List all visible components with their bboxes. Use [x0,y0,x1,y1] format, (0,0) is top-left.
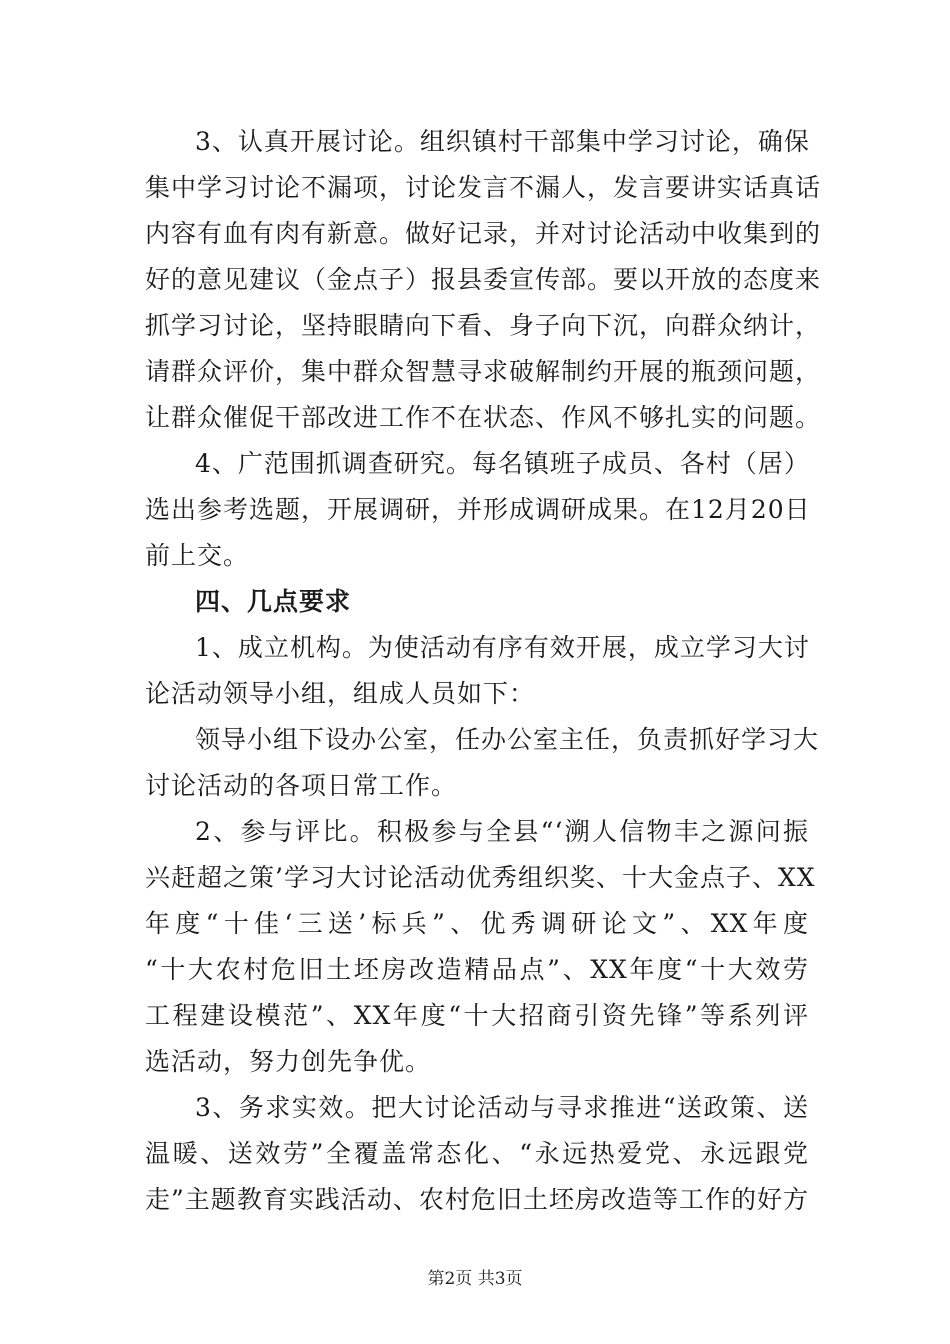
requirement-2-line-6: 选活动，努力创先争优。 [145,1047,432,1076]
office-paragraph-line-2: 讨论活动的各项日常工作。 [145,771,458,800]
paragraph-3-line-5: 抓学习讨论，坚持眼睛向下看、身子向下沉，向群众纳计， [145,311,822,340]
requirement-2-line-5: 工程建设模范”、XX年度“十大招商引资先锋”等系列评 [145,1001,809,1030]
paragraph-3-line-6: 请群众评价，集中群众智慧寻求破解制约开展的瓶颈问题， [145,357,822,386]
requirement-2-line-4: “十大农村危旧土坯房改造精品点”、XX年度“十大效劳 [145,955,809,984]
paragraph-4-line-3: 前上交。 [145,541,250,570]
requirement-3-line-3: 走”主题教育实践活动、农村危旧土坯房改造等工作的好方 [145,1185,809,1214]
paragraph-3-line-7: 让群众催促干部改进工作不在状态、作风不够扎实的问题。 [145,403,822,432]
paragraph-3-line-1: 3、认真开展讨论。组织镇村干部集中学习讨论，确保 [195,127,810,156]
paragraph-3-line-4: 好的意见建议（金点子）报县委宣传部。要以开放的态度来 [145,265,822,294]
requirement-2-line-2: 兴赶超之策’学习大讨论活动优秀组织奖、十大金点子、XX [145,863,816,892]
requirement-2-line-3: 年度“十佳‘三送’标兵”、优秀调研论文”、XX年度 [145,909,809,938]
requirement-3-line-1: 3、务求实效。把大讨论活动与寻求推进“送政策、送 [195,1093,809,1122]
requirement-3-line-2: 温暖、送效劳”全覆盖常态化、“永远热爱党、永远跟党 [145,1139,809,1168]
section-heading: 四、几点要求 [195,587,352,616]
paragraph-3-line-3: 内容有血有肉有新意。做好记录，并对讨论活动中收集到的 [145,219,822,248]
requirement-1-line-2: 论活动领导小组，组成人员如下： [145,679,536,708]
requirement-2-line-1: 2、参与评比。积极参与全县“‘溯人信物丰之源问振 [195,817,809,846]
page-number-footer: 第2页 共3页 [427,1269,523,1289]
office-paragraph-line-1: 领导小组下设办公室，任办公室主任，负责抓好学习大 [195,725,820,754]
paragraph-4-line-1: 4、广范围抓调查研究。每名镇班子成员、各村（居） [195,449,810,478]
requirement-1-line-1: 1、成立机构。为使活动有序有效开展，成立学习大讨 [195,633,810,662]
paragraph-4-line-2: 选出参考选题，开展调研，并形成调研成果。在12月20日 [145,495,811,524]
paragraph-3-line-2: 集中学习讨论不漏项，讨论发言不漏人，发言要讲实话真话 [145,173,822,202]
